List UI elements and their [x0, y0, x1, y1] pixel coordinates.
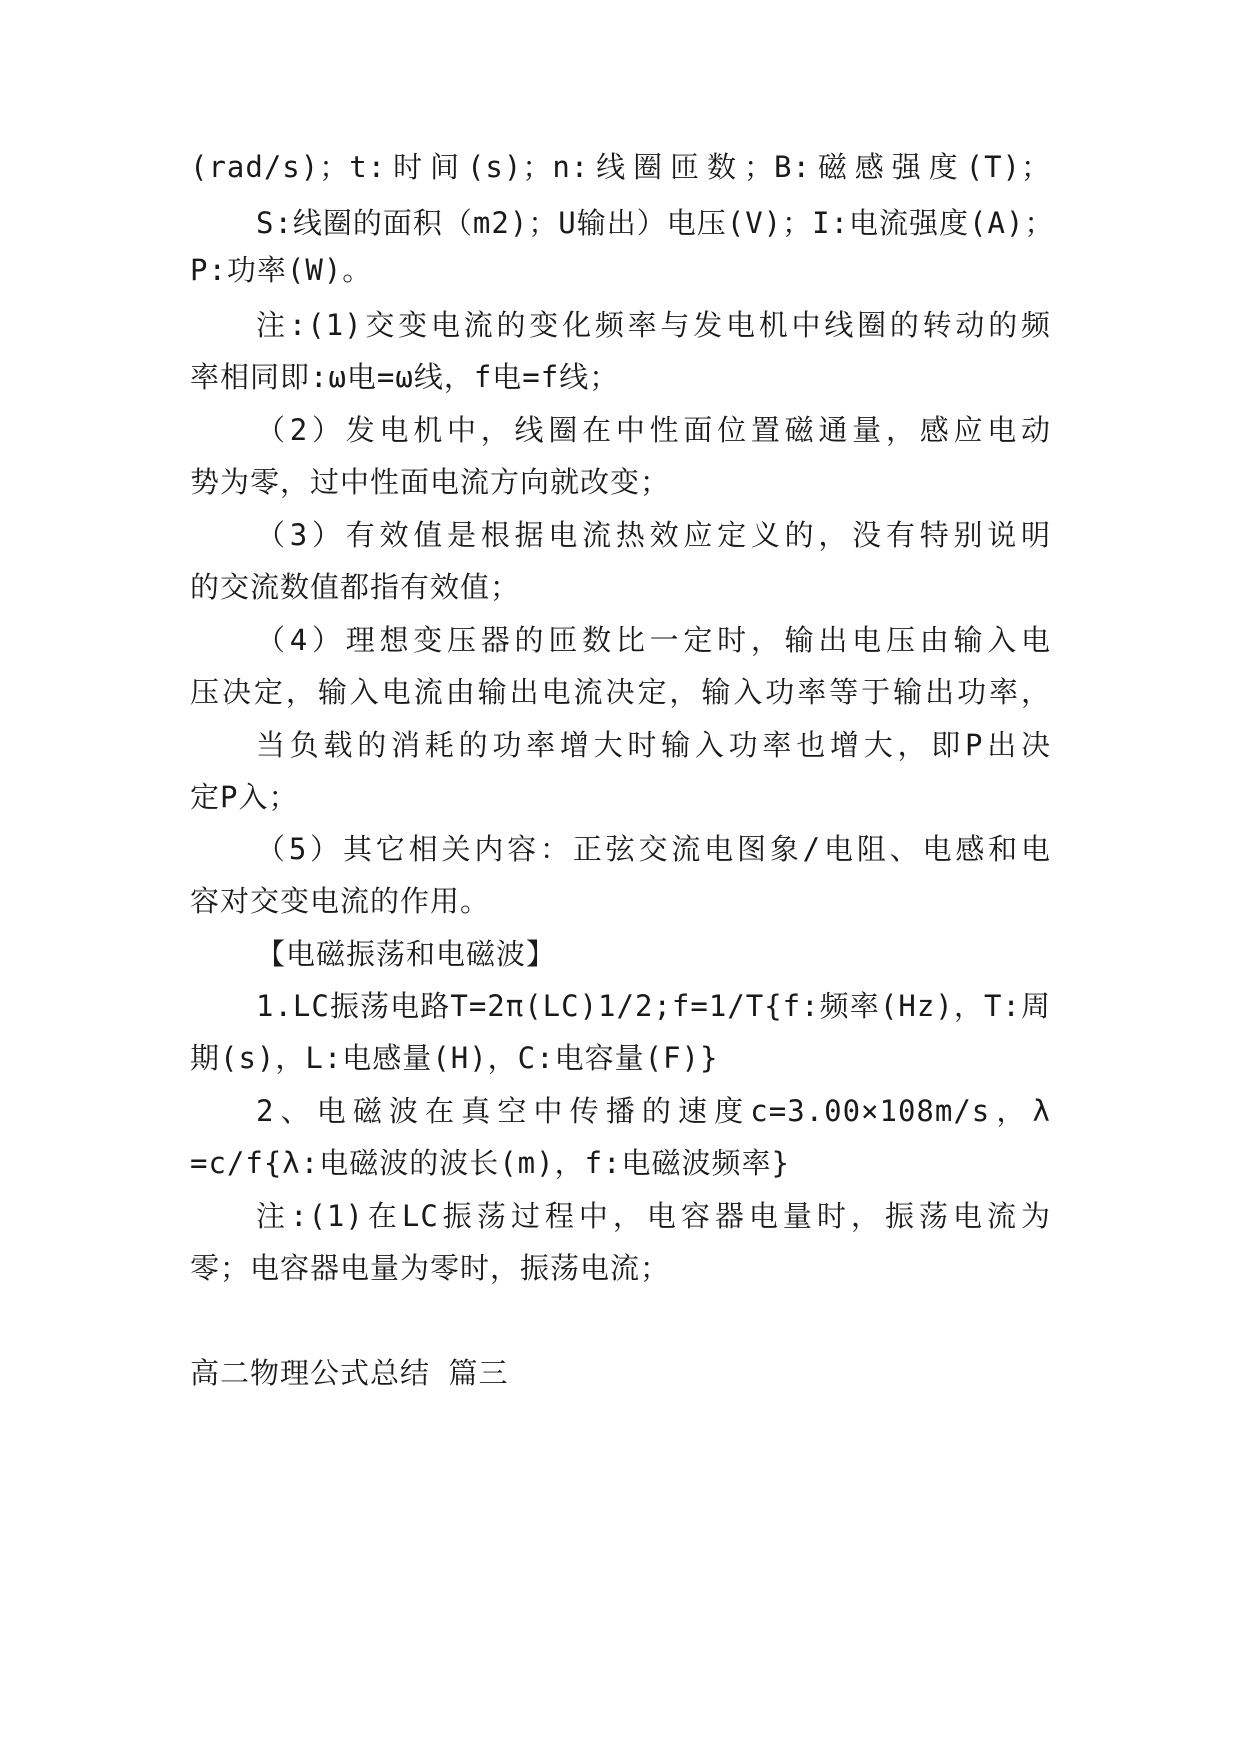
text-line: （2）发电机中，线圈在中性面位置磁通量，感应电动: [256, 413, 1051, 447]
text-line: 定P入；: [190, 780, 299, 814]
text-line: =c/f{λ:电磁波的波长(m)，f:电磁波频率}: [190, 1146, 790, 1180]
text-line: 零；电容器电量为零时，振荡电流；: [190, 1251, 671, 1285]
text-line: 注:(1)交变电流的变化频率与发电机中线圈的转动的频: [256, 308, 1051, 342]
text-line: (rad/s)；t:时间(s)；n:线圈匝数；B:磁感强度(T)；: [190, 150, 1051, 184]
text-line: 的交流数值都指有效值；: [190, 570, 521, 604]
text-line: 压决定，输入电流由输出电流决定，输入功率等于输出功率，: [190, 675, 1051, 709]
text-line: 2、电磁波在真空中传播的速度c=3.00×108m/s，λ: [256, 1094, 1051, 1128]
text-line: 当负载的消耗的功率增大时输入功率也增大，即P出决: [256, 728, 1051, 762]
text-line: （5）其它相关内容：正弦交流电图象/电阻、电感和电: [256, 832, 1051, 866]
text-line: 注:(1)在LC振荡过程中，电容器电量时，振荡电流为: [256, 1199, 1051, 1233]
text-line: 率相同即:ω电=ω线，f电=f线；: [190, 360, 620, 394]
text-line: S:线圈的面积（m2)；U输出）电压(V)；I:电流强度(A)；: [256, 206, 1055, 240]
text-line: P:功率(W)。: [190, 253, 373, 287]
section-heading: 高二物理公式总结 篇三: [190, 1356, 509, 1390]
section-subheading: 【电磁振荡和电磁波】: [256, 937, 557, 971]
text-line: 1.LC振荡电路T=2π(LC)1/2;f=1/T{f:频率(Hz)，T:周: [256, 989, 1051, 1023]
text-line: （4）理想变压器的匝数比一定时，输出电压由输入电: [256, 623, 1051, 657]
text-line: （3）有效值是根据电流热效应定义的，没有特别说明: [256, 518, 1051, 552]
text-line: 期(s)，L:电感量(H)，C:电容量(F)}: [190, 1041, 719, 1075]
text-line: 容对交变电流的作用。: [190, 884, 491, 918]
text-line: 势为零，过中性面电流方向就改变；: [190, 465, 671, 499]
